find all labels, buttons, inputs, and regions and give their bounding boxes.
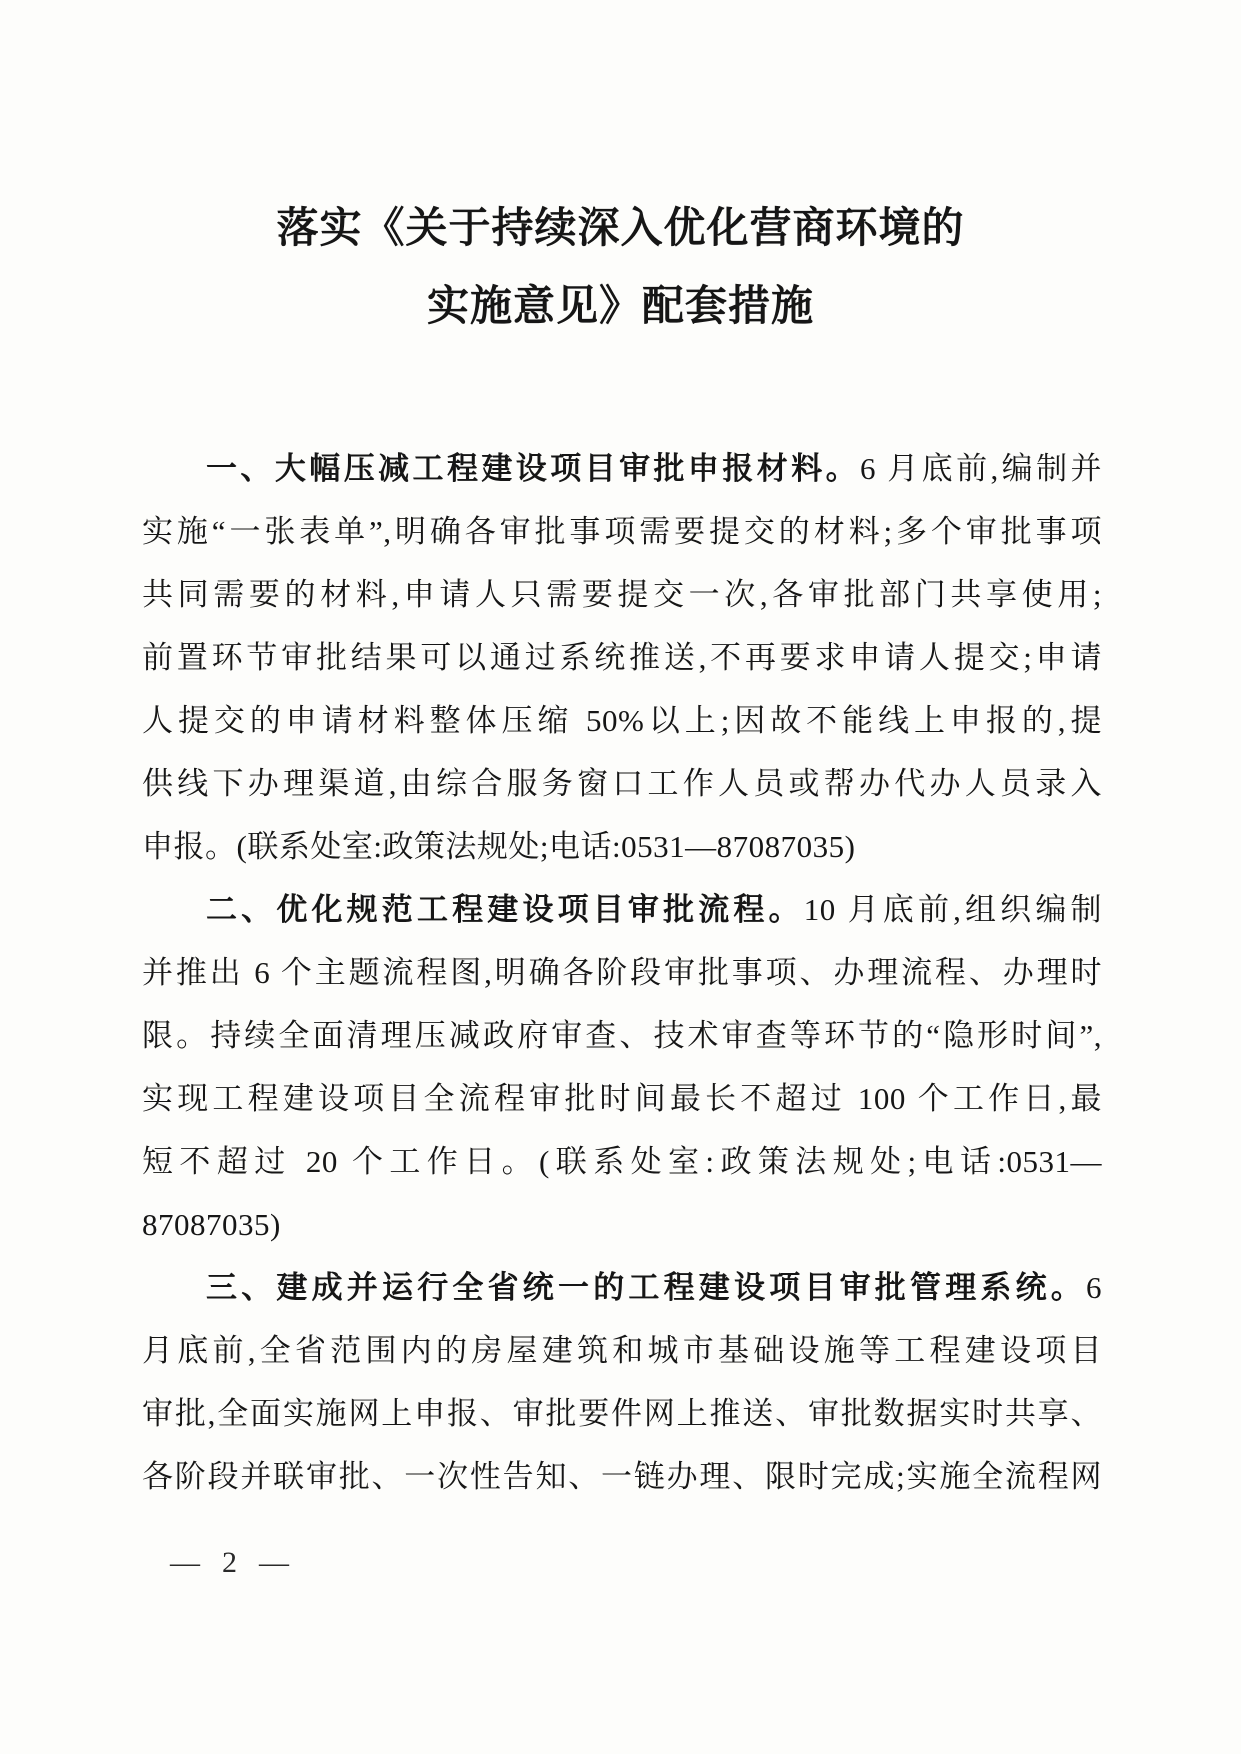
line-text: 10 月底前,组织编制 <box>803 892 1102 927</box>
title-line-1: 落实《关于持续深入优化营商环境的 <box>276 206 965 252</box>
body-line <box>142 878 1102 941</box>
body-line: 共同需要的材料,申请人只需要提交一次,各审批部门共享使用; <box>142 577 1102 612</box>
body-line: 限。持续全面清理压减政府审查、技术审查等环节的“隐形时间”, <box>142 1018 1102 1053</box>
body-line: 月底前,全省范围内的房屋建筑和城市基础设施等工程建设项目 <box>142 1333 1102 1368</box>
document-title <box>0 190 1241 346</box>
body-line <box>142 1256 1102 1319</box>
body-line: 实施“一张表单”,明确各审批事项需要提交的材料;多个审批事项 <box>142 514 1102 549</box>
body-line: 短不超过 20 个工作日。(联系处室:政策法规处;电话:0531— <box>142 1144 1102 1179</box>
body-line <box>142 437 1102 500</box>
page-footer <box>170 1546 289 1580</box>
footer-dash-right: — <box>259 1546 289 1579</box>
body-line: 审批,全面实施网上申报、审批要件网上推送、审批数据实时共享、 <box>142 1396 1102 1431</box>
line-text: 6 <box>1086 1270 1102 1305</box>
paragraph-2-lead: 二、优化规范工程建设项目审批流程。 <box>206 892 804 927</box>
footer-dash-left: — <box>170 1546 200 1579</box>
body-line: 并推出 6 个主题流程图,明确各阶段审批事项、办理流程、办理时 <box>142 955 1102 990</box>
title-line-2: 实施意见》配套措施 <box>426 284 814 330</box>
line-text: 6 月底前,编制并 <box>860 451 1102 486</box>
paragraph-1-lead: 一、大幅压减工程建设项目审批申报材料。 <box>206 451 861 486</box>
body-line: 87087035) <box>142 1207 281 1242</box>
body-line: 实现工程建设项目全流程审批时间最长不超过 100 个工作日,最 <box>142 1081 1102 1116</box>
body-line: 人提交的申请材料整体压缩 50%以上;因故不能线上申报的,提 <box>142 703 1102 738</box>
paragraph-1 <box>142 437 1102 878</box>
paragraph-3 <box>142 1256 1102 1508</box>
document-body <box>142 437 1102 1508</box>
page-number: 2 <box>222 1546 237 1579</box>
paragraph-3-lead: 三、建成并运行全省统一的工程建设项目审批管理系统。 <box>206 1270 1086 1305</box>
paragraph-2 <box>142 878 1102 1256</box>
body-line: 供线下办理渠道,由综合服务窗口工作人员或帮办代办人员录入 <box>142 766 1102 801</box>
body-line: 各阶段并联审批、一次性告知、一链办理、限时完成;实施全流程网 <box>142 1459 1102 1494</box>
body-line: 前置环节审批结果可以通过系统推送,不再要求申请人提交;申请 <box>142 640 1102 675</box>
body-line: 申报。(联系处室:政策法规处;电话:0531—87087035) <box>142 829 856 864</box>
